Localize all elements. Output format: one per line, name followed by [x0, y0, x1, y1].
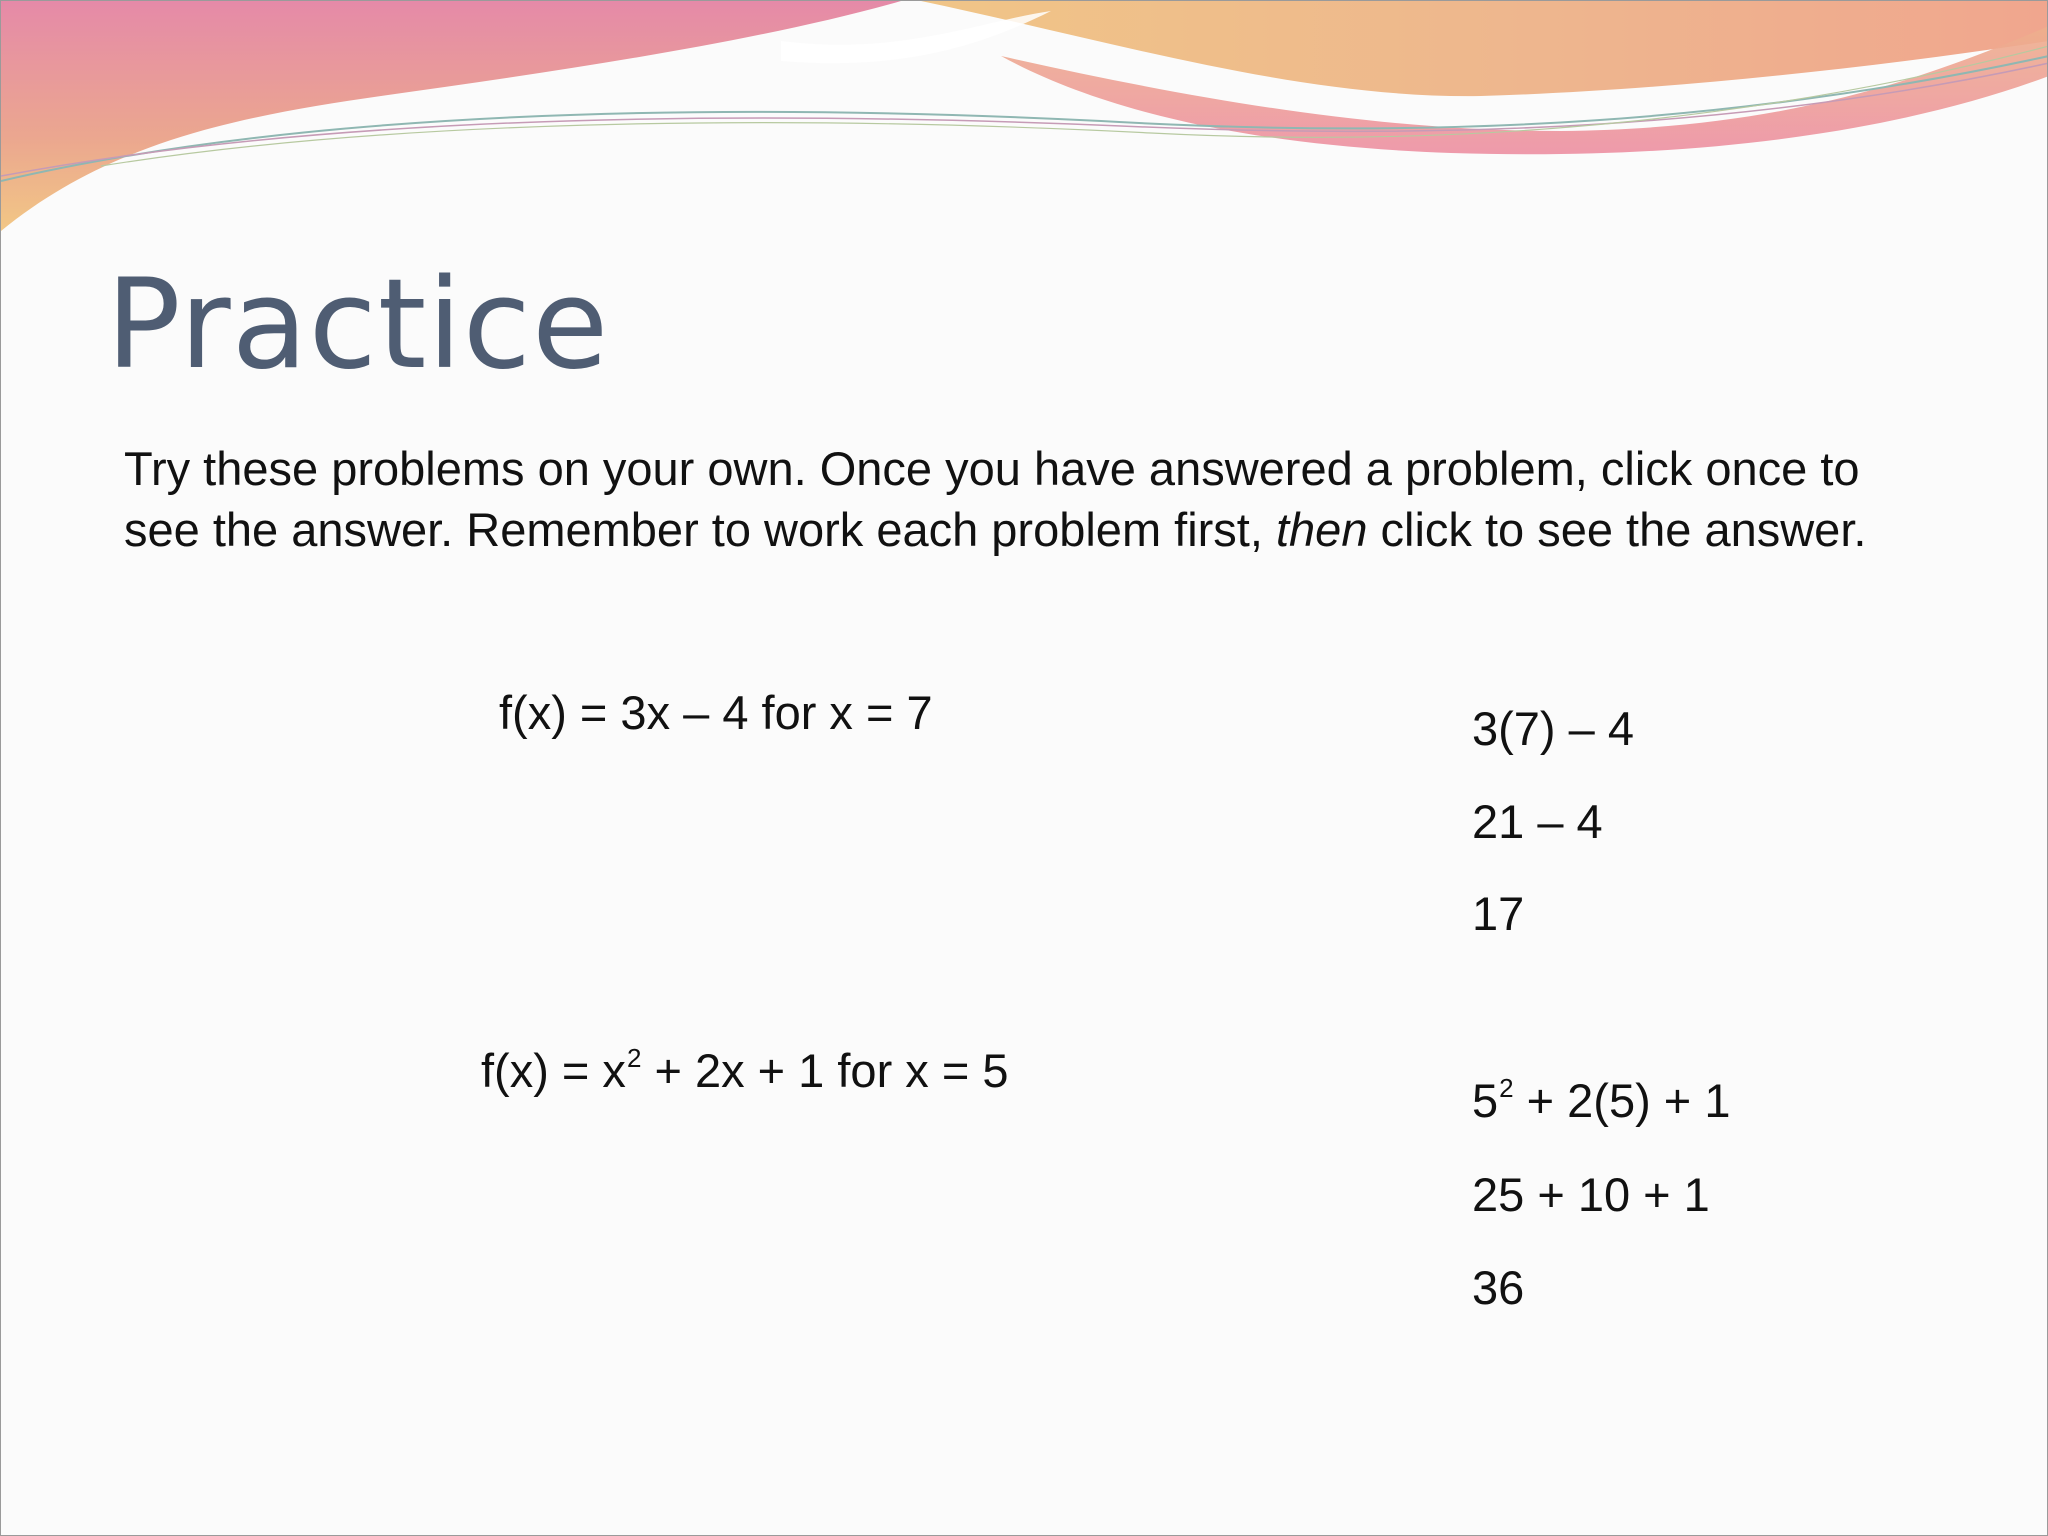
- instructions-text-part2: click to see the answer.: [1367, 503, 1867, 556]
- problem-2-question-base: f(x) = x: [481, 1044, 626, 1097]
- problem-1-step-1: 3(7) – 4: [1472, 702, 1634, 755]
- problem-2-question-rest: + 2x + 1 for x = 5: [641, 1044, 1009, 1097]
- instructions-text-part1: Try these problems on your own. Once you have answered a problem, click once to see the answer. Remember to work each problem first,: [124, 442, 1860, 556]
- problem-2-step-1-rest: + 2(5) + 1: [1513, 1074, 1731, 1127]
- instructions-paragraph: [124, 438, 1944, 560]
- decorative-wave-banner: [1, 1, 2048, 241]
- problem-2-question: [481, 1043, 1008, 1098]
- problem-2-step-1-base: 5: [1472, 1074, 1499, 1127]
- problem-2-step-1-exponent: 2: [1499, 1073, 1514, 1103]
- problem-1-question: f(x) = 3x – 4 for x = 7: [499, 686, 933, 739]
- problem-2-step-2: 25 + 10 + 1: [1472, 1168, 1710, 1221]
- problem-2-question-exponent: 2: [626, 1043, 642, 1073]
- problem-2-step-1: [1472, 1073, 1730, 1128]
- problem-1-step-3: 17: [1472, 887, 1525, 940]
- slide-title: Practice: [106, 253, 610, 397]
- instructions-emphasis: then: [1275, 503, 1368, 556]
- problem-1-step-2: 21 – 4: [1472, 795, 1603, 848]
- problem-2-step-3: 36: [1472, 1261, 1525, 1314]
